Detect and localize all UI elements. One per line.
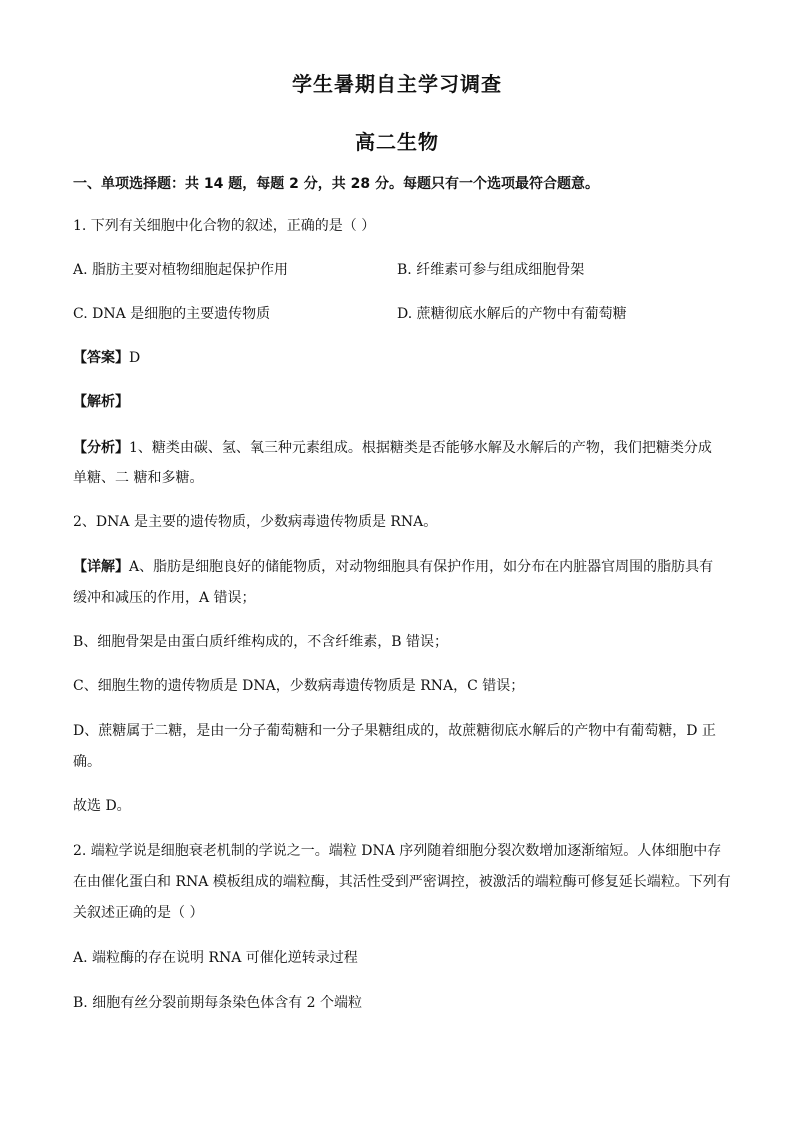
- analysis-tag: 【解析】: [73, 394, 129, 410]
- question-2-stem-line-2: 在由催化蛋白和 RNA 模板组成的端粒酶，其活性受到严密调控，被激活的端粒酶可修复延长端粒。下列有: [73, 874, 731, 890]
- question-1-answer: [73, 348, 723, 368]
- document-title: 学生暑期自主学习调查: [292, 72, 502, 96]
- question-1-fenxi-line-1: [73, 438, 723, 458]
- question-1-conclusion: 故选 D。: [73, 798, 131, 814]
- question-1-xiangjie-d-line-1: D、蔗糖属于二糖，是由一分子葡萄糖和一分子果糖组成的，故蔗糖彻底水解后的产物中有葡萄糖，D 正: [73, 723, 716, 739]
- question-1-analysis-tag: [73, 392, 723, 412]
- question-1-stem: 1. 下列有关细胞中化合物的叙述，正确的是（ ）: [73, 218, 376, 234]
- question-1-fenxi-line-2: 单糖、二 糖和多糖。: [73, 470, 204, 486]
- question-2-stem-line-3: 关叙述正确的是（ ）: [73, 905, 204, 921]
- question-1-option-a: A. 脂肪主要对植物细胞起保护作用: [73, 262, 289, 278]
- xiangjie-text-1: A、脂肪是细胞良好的储能物质，对动物细胞具有保护作用，如分布在内脏器官周围的脂肪具有: [129, 559, 714, 575]
- question-1-xiangjie-b: B、细胞骨架是由蛋白质纤维构成的，不含纤维素，B 错误；: [73, 634, 449, 650]
- section-heading: 一、单项选择题：共 14 题，每题 2 分，共 28 分。每题只有一个选项最符合题意。: [73, 176, 599, 192]
- question-1-xiangjie-c: C、细胞生物的遗传物质是 DNA，少数病毒遗传物质是 RNA，C 错误；: [73, 678, 525, 694]
- question-1-option-c: C. DNA 是细胞的主要遗传物质: [73, 306, 271, 322]
- question-1-xiangjie-line-1: [73, 557, 723, 577]
- fenxi-tag: 【分析】: [73, 440, 129, 456]
- document-subtitle: 高二生物: [355, 130, 439, 154]
- question-2-stem-line-1: 2. 端粒学说是细胞衰老机制的学说之一。端粒 DNA 序列随着细胞分裂次数增加逐渐缩短。人体细胞中存: [73, 843, 722, 859]
- fenxi-text-1: 1、糖类由碳、氢、氧三种元素组成。根据糖类是否能够水解及水解后的产物，我们把糖类分成: [129, 440, 712, 456]
- question-1-xiangjie-line-2: 缓冲和减压的作用，A 错误；: [73, 590, 256, 606]
- answer-tag: 【答案】: [73, 350, 129, 366]
- answer-value: D: [129, 350, 141, 366]
- question-2-option-a: A. 端粒酶的存在说明 RNA 可催化逆转录过程: [73, 950, 358, 966]
- question-1-option-d: D. 蔗糖彻底水解后的产物中有葡萄糖: [397, 306, 627, 322]
- question-1-option-b: B. 纤维素可参与组成细胞骨架: [397, 262, 585, 278]
- question-1-fenxi-line-3: 2、DNA 是主要的遗传物质，少数病毒遗传物质是 RNA。: [73, 514, 438, 530]
- question-1-xiangjie-d-line-2: 确。: [73, 754, 101, 770]
- question-2-option-b: B. 细胞有丝分裂前期每条染色体含有 2 个端粒: [73, 995, 362, 1011]
- xiangjie-tag: 【详解】: [73, 559, 129, 575]
